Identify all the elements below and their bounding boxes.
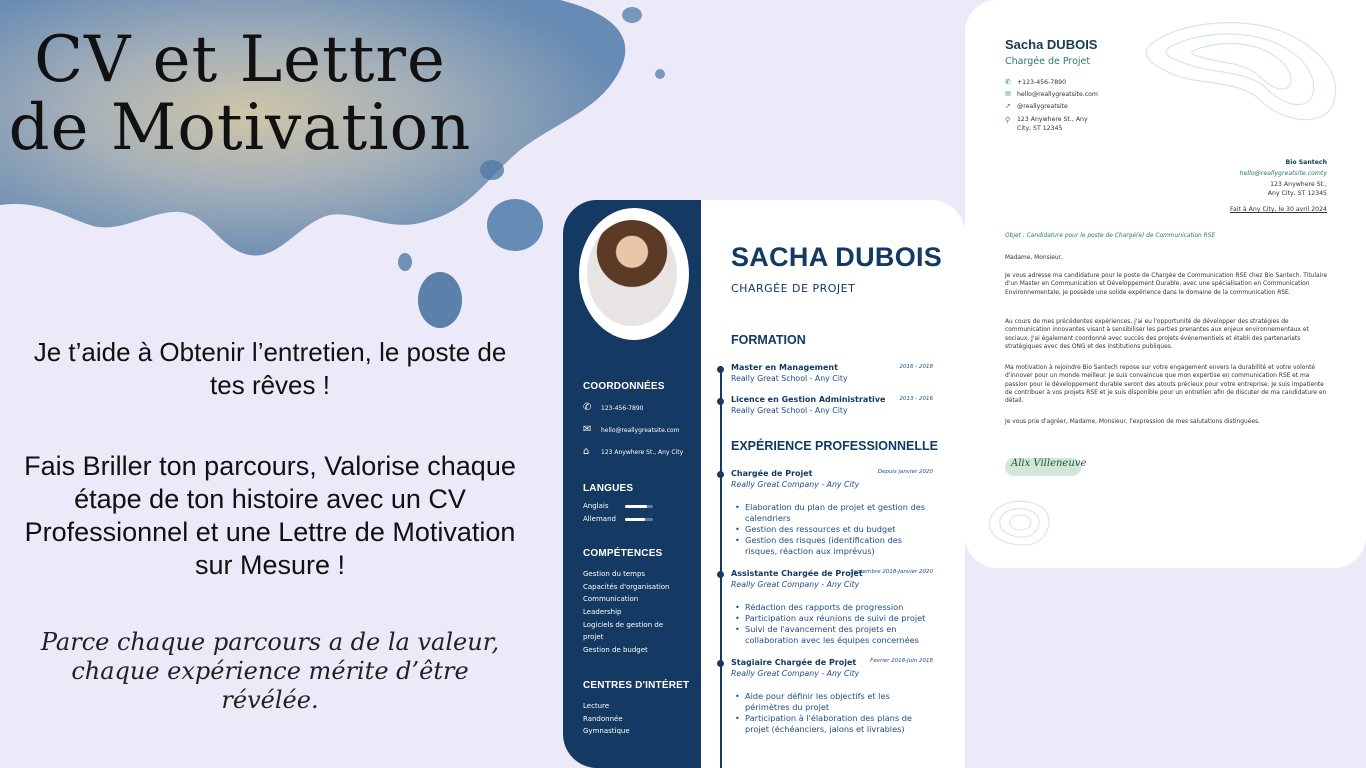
cursor-icon: ➚ bbox=[1005, 102, 1011, 110]
letter-greeting: Madame, Monsieur, bbox=[1005, 255, 1063, 261]
letter-email: hello@reallygreatsite.com bbox=[1017, 91, 1098, 98]
timeline-dot bbox=[717, 571, 724, 578]
interest-item: Gymnastique bbox=[583, 727, 630, 735]
job-title: Chargée de Projet bbox=[731, 469, 813, 478]
job-company: Really Great Company - Any City bbox=[731, 580, 860, 589]
letter-address: 123 Anywhere St., Any City, ST 12345 bbox=[1017, 116, 1088, 132]
list-item: • Rédaction des rapports de progression bbox=[735, 602, 935, 613]
cv-phone: 123-456-7890 bbox=[601, 405, 644, 412]
mail-icon: ✉ bbox=[583, 424, 592, 435]
recipient-company: Bio Santech bbox=[1285, 159, 1327, 166]
quote-line-1: Parce chaque parcours a de la valeur, bbox=[40, 628, 500, 656]
page-title bbox=[0, 23, 480, 165]
home-icon: ⌂ bbox=[583, 446, 590, 457]
letter-date: Fait à Any City, le 30 avril 2024 bbox=[1230, 206, 1327, 213]
timeline-line bbox=[720, 366, 722, 768]
timeline-dot bbox=[717, 398, 724, 405]
quote-line-2: chaque expérience mérite d’être révélée. bbox=[71, 657, 469, 714]
job-title: Assistante Chargée de Projet bbox=[731, 569, 863, 578]
job-dates: Depuis janvier 2020 bbox=[877, 469, 933, 475]
cv-name: SACHA DUBOIS bbox=[731, 242, 943, 272]
tagline-career: Fais Briller ton parcours, Valorise chaque étape de ton histoire avec un CV Professionnel et une Lettre de Motivation sur Mesure ! bbox=[24, 451, 516, 580]
degree-title: Licence en Gestion Administrative bbox=[731, 395, 886, 404]
degree-school: Really Great School - Any City bbox=[731, 374, 848, 383]
list-item: • Participation à l'élaboration des plans de projet (échéanciers, jalons et livrables) bbox=[735, 713, 935, 735]
experience-heading: EXPÉRIENCE PROFESSIONNELLE bbox=[731, 439, 938, 453]
skill-item: Communication bbox=[583, 595, 639, 603]
language-bar-german bbox=[625, 518, 653, 521]
cv-preview bbox=[563, 200, 965, 768]
contour-decoration-small bbox=[985, 495, 1055, 550]
letter-sender-role: Chargée de Projet bbox=[1005, 56, 1091, 67]
degree-title: Master en Management bbox=[731, 363, 838, 372]
list-item: • Participation aux réunions de suivi de projet bbox=[735, 613, 935, 624]
job-dates: Février 2018-Juin 2018 bbox=[870, 658, 933, 664]
list-item: • Gestion des ressources et du budget bbox=[735, 524, 935, 535]
degree-dates: 2016 - 2018 bbox=[899, 364, 933, 370]
mail-icon: ✉ bbox=[1005, 90, 1011, 98]
cv-address: 123 Anywhere St., Any City bbox=[601, 449, 684, 456]
list-item: • Gestion des risques (identification des risques, réaction aux imprévus) bbox=[735, 535, 935, 557]
language-bar-english bbox=[625, 505, 653, 508]
job-bullets bbox=[735, 691, 935, 735]
phone-icon: ✆ bbox=[583, 402, 592, 413]
letter-website: @reallygreatsite bbox=[1017, 103, 1068, 110]
skill-item: projet bbox=[583, 633, 604, 641]
cv-role: CHARGÉE DE PROJET bbox=[731, 282, 856, 295]
letter-closing: Je vous prie d'agréer, Madame, Monsieur, l'expression de mes salutations distinguées. bbox=[1005, 419, 1260, 425]
letter-paragraph: Ma motivation à rejoindre Bio Santech repose sur votre engagement envers la durabilité et votre volonté d'innover pour un monde meilleur. Je suis convaincue que mon expertise en communication RSE et ma passion pour le développement durable seront des atouts précieux pour votre entreprise. Je suis impatiente de contribuer à vos projets RSE et je suis disponible pour un entretien afin de discuter de ma candidature en détail. bbox=[1005, 365, 1327, 405]
timeline-dot bbox=[717, 366, 724, 373]
skill-item: Gestion du temps bbox=[583, 570, 646, 578]
list-item: • Elaboration du plan de projet et gestion des calendriers bbox=[735, 502, 935, 524]
job-bullets bbox=[735, 502, 935, 557]
interests-heading: CENTRES D'INTÉRET bbox=[583, 680, 690, 691]
title-line-1: CV et Lettre bbox=[34, 23, 446, 97]
job-bullets bbox=[735, 602, 935, 646]
tagline-interview: Je t’aide à Obtenir l’entretien, le poste de tes rêves ! bbox=[33, 337, 507, 400]
formation-heading: FORMATION bbox=[731, 333, 806, 347]
job-dates: Septembre 2018-Janvier 2020 bbox=[850, 569, 933, 575]
cv-email: hello@reallygreatsite.com bbox=[601, 427, 680, 434]
avatar bbox=[587, 220, 677, 326]
letter-paragraph: Je vous adresse ma candidature pour le poste de Chargée de Communication RSE chez Bio Santech. Titulaire d'un Master en Communication et Développement Durable, avec une spécialisation en Communication Environnementale, je possède une solide expérience dans le domaine de la communication RSE. bbox=[1005, 273, 1328, 296]
phone-icon: ✆ bbox=[1005, 78, 1011, 86]
skills-heading: COMPÉTENCES bbox=[583, 548, 663, 559]
recipient-address-2: Any City, ST 12345 bbox=[1267, 190, 1327, 197]
job-company: Really Great Company - Any City bbox=[731, 480, 860, 489]
recipient-address-1: 123 Anywhere St., bbox=[1270, 181, 1327, 188]
pin-icon: ⚲ bbox=[1005, 116, 1011, 124]
timeline-dot bbox=[717, 660, 724, 667]
skill-item: Leadership bbox=[583, 608, 622, 616]
letter-paragraph: Au cours de mes précédentes expériences, j'ai eu l'opportunité de développer des stratégies de communication innovantes visant à sensibiliser les parties prenantes aux enjeux environnementaux et sociaux. J'ai également coordonné avec succès des projets événementiels et établi des partenariats stratégiques avec des ONG et des institutions publiques. bbox=[1005, 319, 1309, 350]
degree-dates: 2013 - 2016 bbox=[899, 396, 933, 402]
recipient-email: hello@reallygreatsite.comty bbox=[1239, 170, 1327, 177]
title-line-2: de Motivation bbox=[8, 91, 472, 165]
list-item: • Suivi de l'avancement des projets en collaboration avec les équipes concernées bbox=[735, 624, 935, 646]
contour-decoration bbox=[1140, 15, 1350, 130]
timeline-dot bbox=[717, 471, 724, 478]
letter-phone: +123-456-7890 bbox=[1017, 79, 1067, 86]
list-item: • Aide pour définir les objectifs et les périmètres du projet bbox=[735, 691, 935, 713]
job-company: Really Great Company - Any City bbox=[731, 669, 860, 678]
signature: Alix Villeneuve bbox=[1011, 458, 1087, 469]
contact-heading: COORDONNÉES bbox=[583, 381, 665, 392]
quote bbox=[20, 628, 520, 715]
skill-item: Gestion de budget bbox=[583, 646, 648, 654]
cv-sidebar bbox=[563, 200, 701, 768]
letter-subject: Objet : Candidature pour le poste de Chargé(e) de Communication RSE bbox=[1005, 233, 1216, 239]
skill-item: Capacités d'organisation bbox=[583, 583, 670, 591]
language-german: Allemand bbox=[583, 515, 616, 523]
degree-school: Really Great School - Any City bbox=[731, 406, 848, 415]
skill-item: Logiciels de gestion de bbox=[583, 621, 664, 629]
letter-sender-name: Sacha DUBOIS bbox=[1005, 37, 1098, 52]
languages-heading: LANGUES bbox=[583, 483, 634, 494]
interest-item: Randonnée bbox=[583, 715, 623, 723]
job-title: Stagiaire Chargée de Projet bbox=[731, 658, 857, 667]
interest-item: Lecture bbox=[583, 702, 610, 710]
cover-letter-preview bbox=[965, 0, 1366, 568]
language-english: Anglais bbox=[583, 502, 609, 510]
